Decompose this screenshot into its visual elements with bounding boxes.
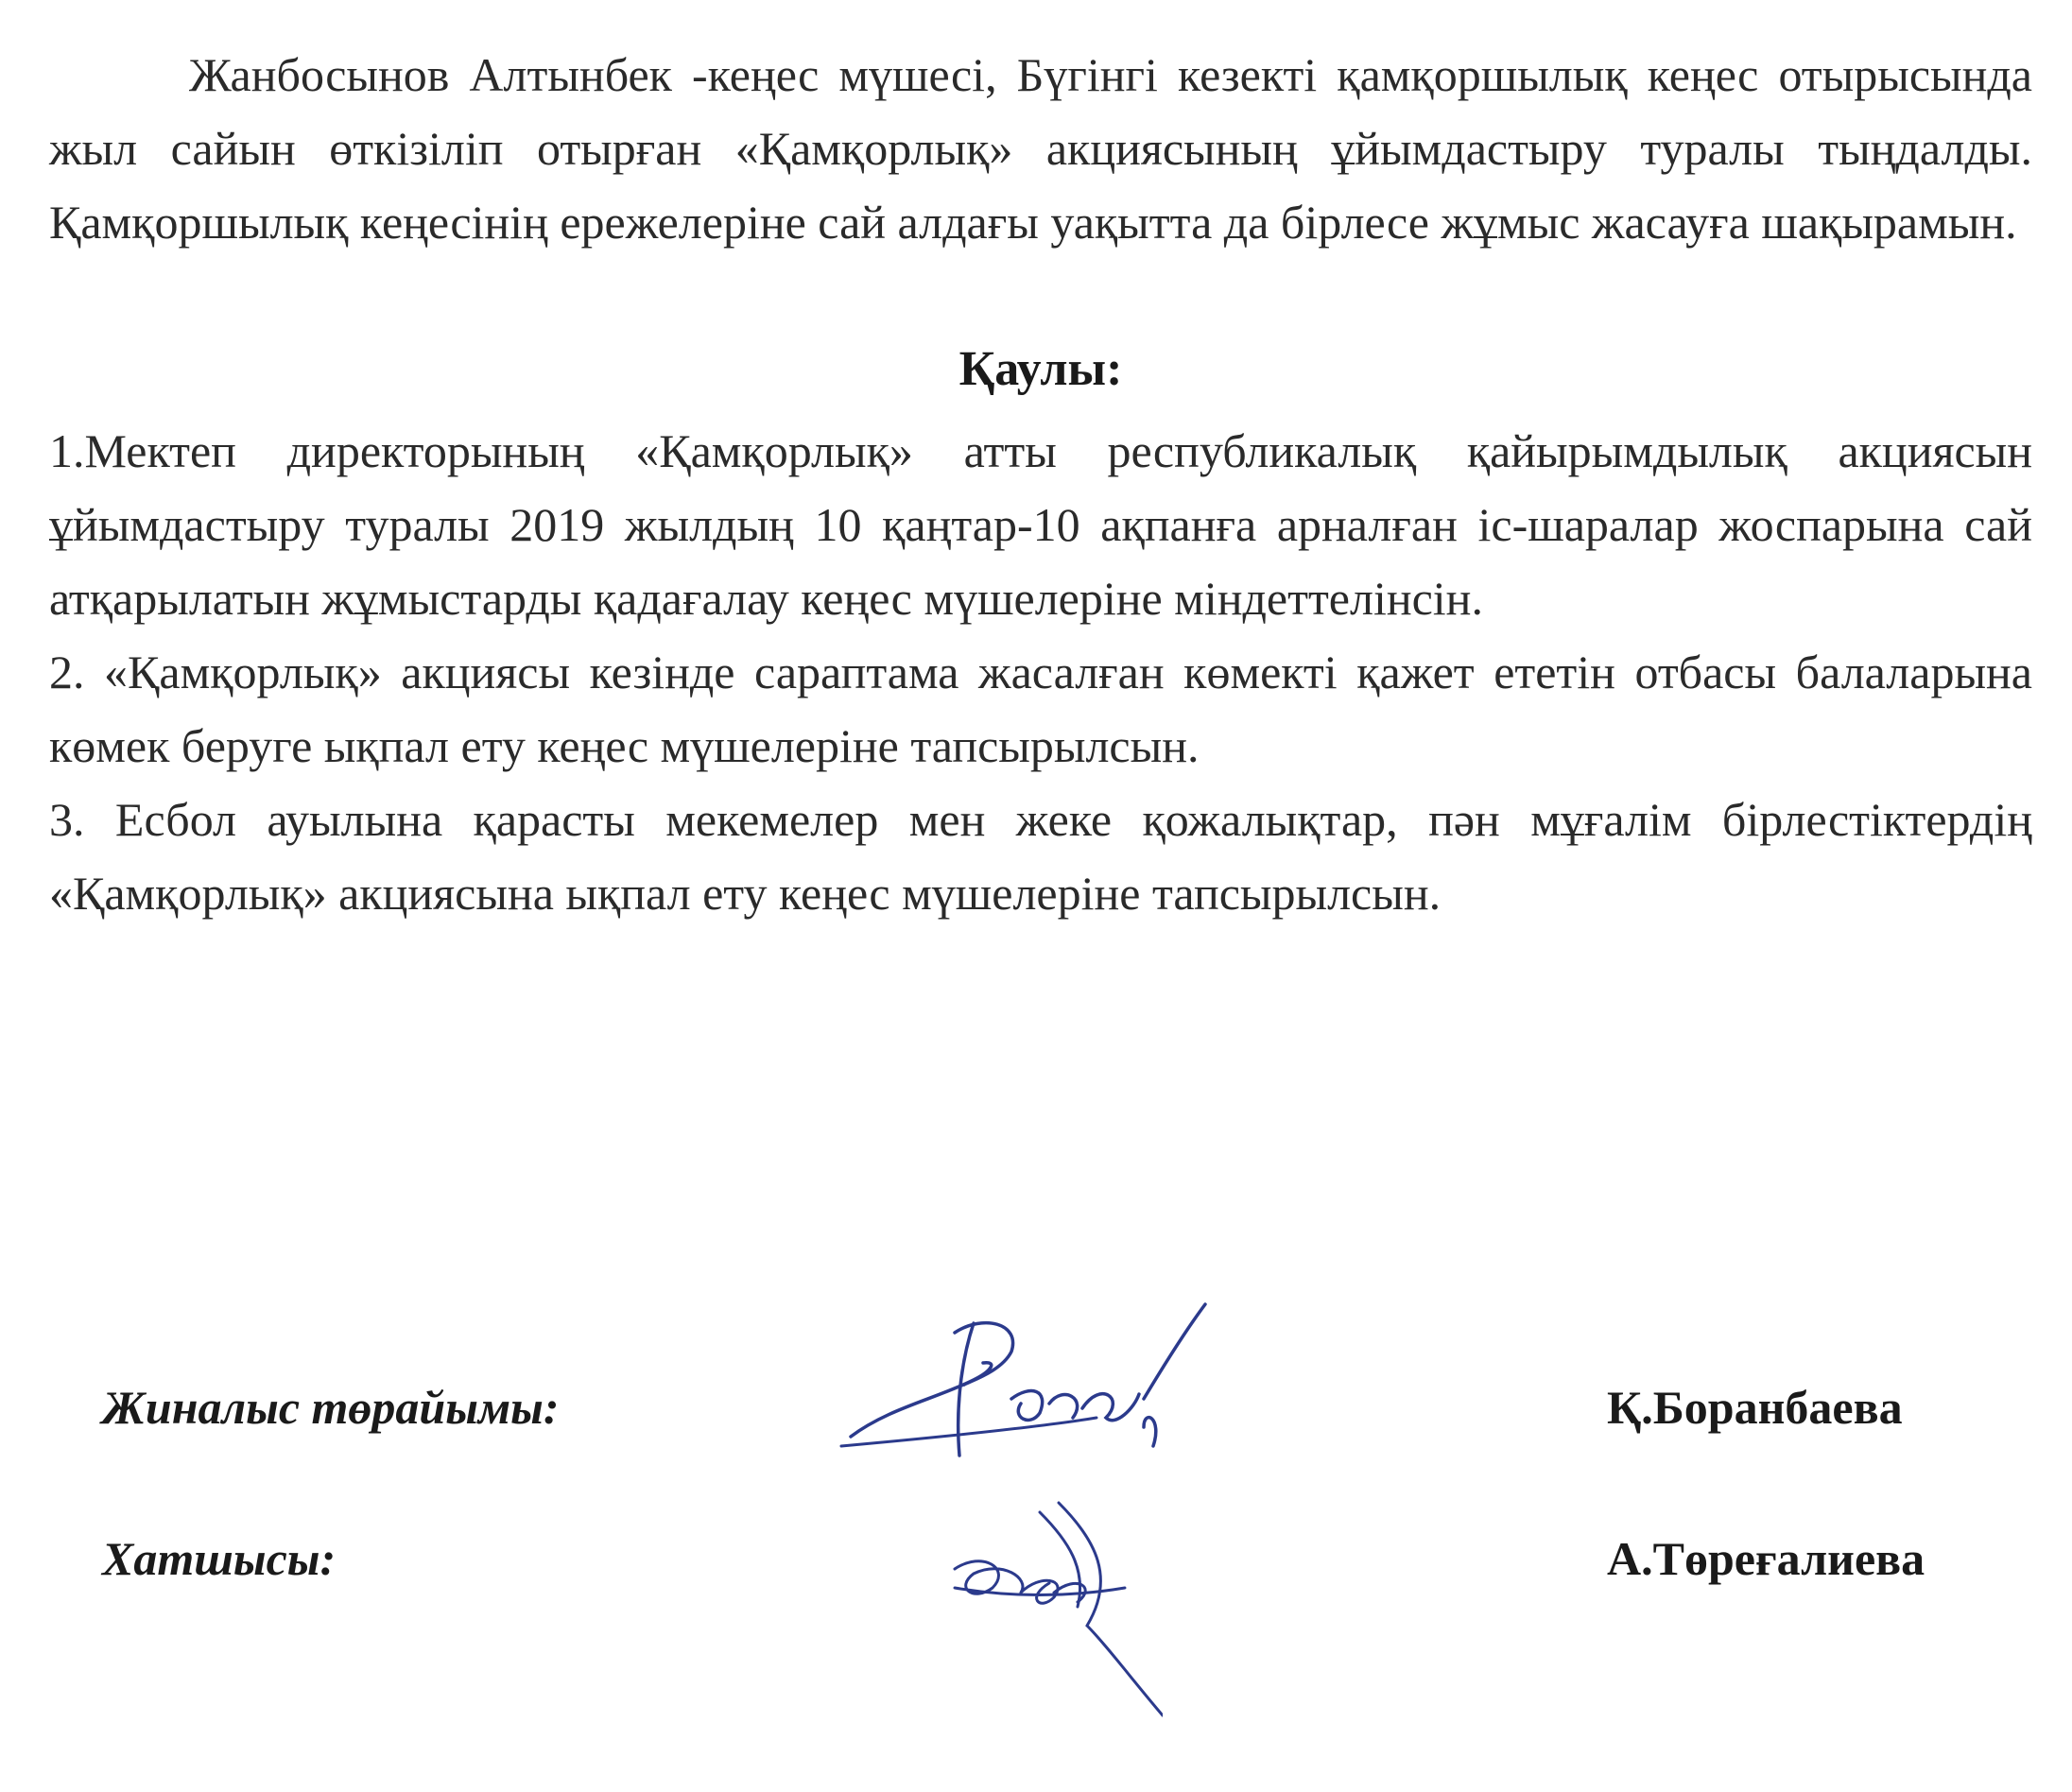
chair-label: Жиналыс төрайымы: (102, 1381, 560, 1434)
intro-paragraph: Жанбосынов Алтынбек -кеңес мүшесі, Бүгінгі кезекті қамқоршылық кеңес отырысында жыл сайын өткізіліп отырған «Қамқорлық» акциясының ұйымдастыру туралы тыңдалды. Қамқоршылық кеңесінің ережелеріне сай алдағы уақытта да бірлесе жұмыс жасауға шақырамын. (49, 48, 2032, 249)
resolution-item-2: 2. «Қамқорлық» акциясы кезінде сараптама жасалған көмекті қажет ететін отбасы балаларына көмек беруге ықпал ету кеңес мүшелеріне тапсырылсын. (49, 646, 2032, 772)
chair-signature-icon (832, 1295, 1229, 1484)
secretary-signature-icon (936, 1484, 1163, 1720)
secretary-label: Хатшысы: (102, 1532, 337, 1585)
resolution-heading: Қаулы: (958, 342, 1123, 396)
secretary-name: А.Төреғалиева (1607, 1532, 1925, 1585)
resolution-item-1: 1.Мектеп директорының «Қамқорлық» атты республикалық қайырымдылық акциясын ұйымдастыру туралы 2019 жылдың 10 қаңтар-10 ақпанға арналған іс-шаралар жоспарына сай атқарылатын жұмыстарды қадағалау кеңес мүшелеріне міндеттелінсін. (49, 424, 2032, 625)
resolution-item-3: 3. Есбол ауылына қарасты мекемелер мен жеке қожалықтар, пән мұғалім бірлестіктердің «Қамқорлық» акциясына ықпал ету кеңес мүшелеріне тапсырылсын. (49, 793, 2032, 920)
chair-name: Қ.Боранбаева (1607, 1381, 1903, 1434)
